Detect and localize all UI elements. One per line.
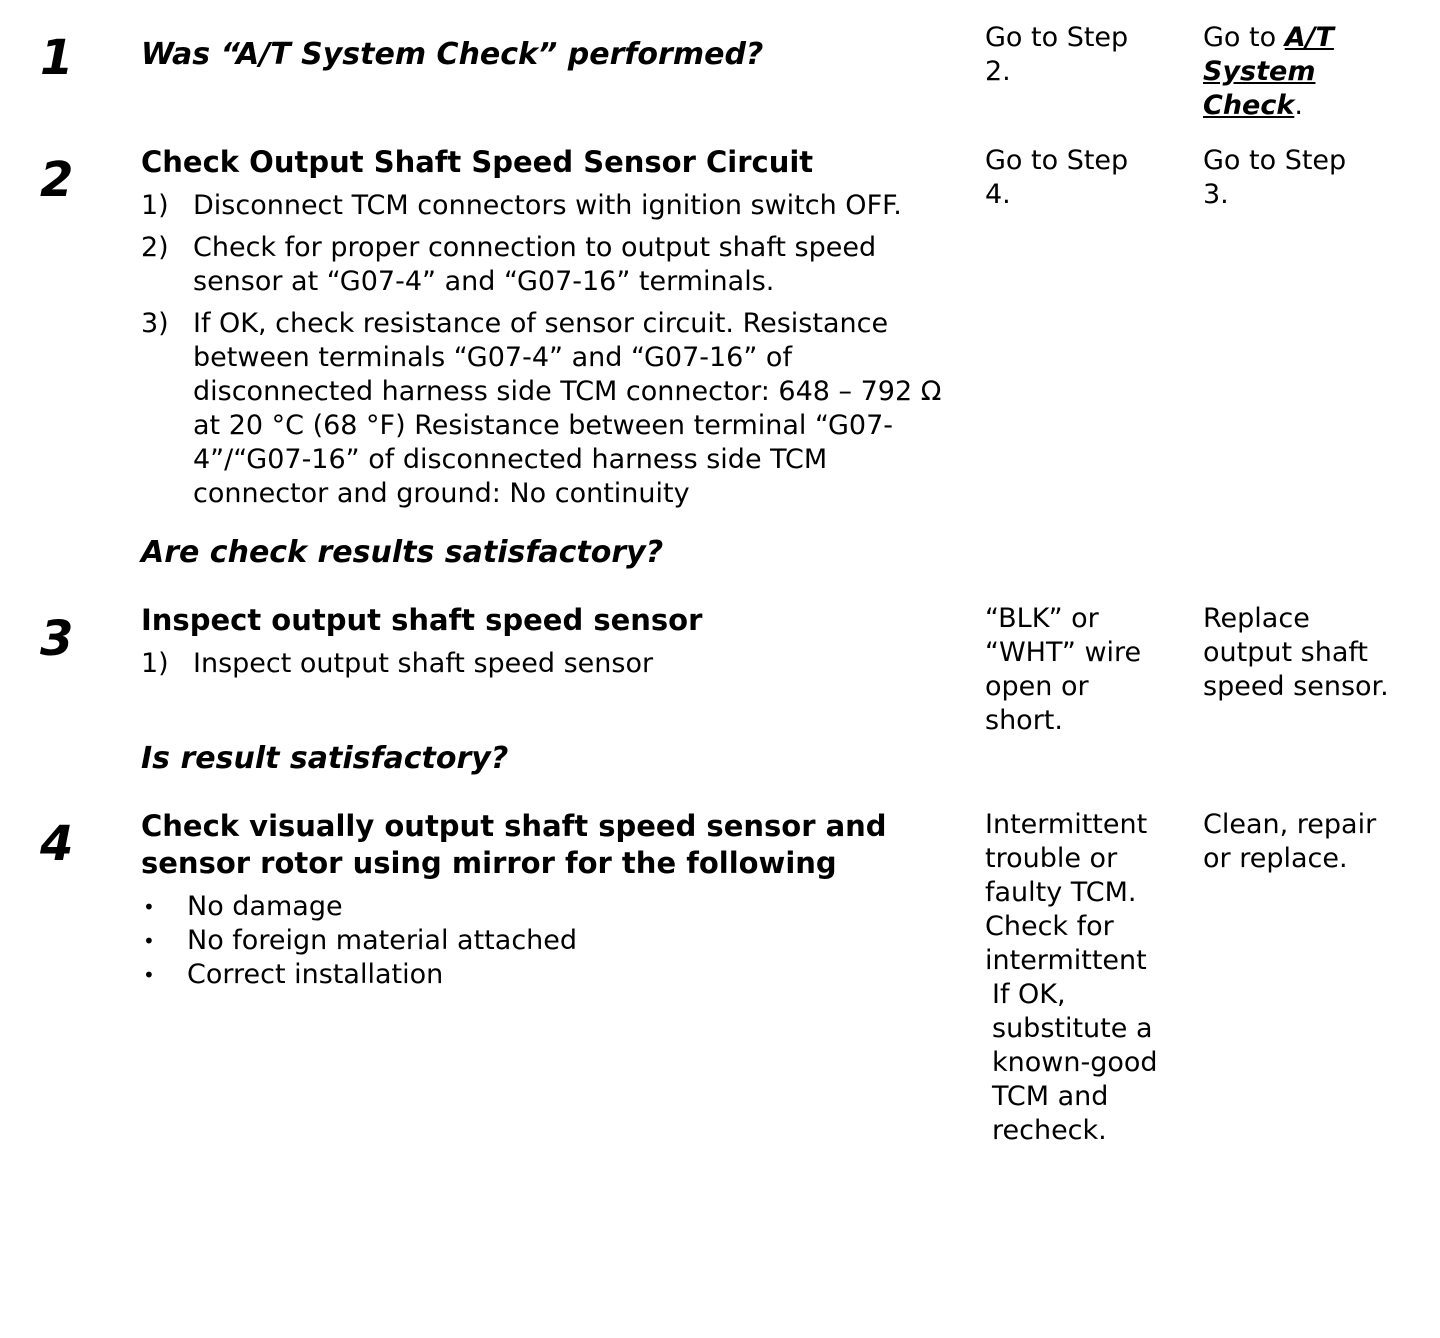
yes-action-line1: Intermittent trouble or faulty TCM. Check for intermittent — [985, 809, 1148, 976]
list-item: 1) Disconnect TCM connectors with ignition switch OFF. — [141, 190, 902, 221]
step-number: 2 — [40, 152, 74, 208]
step-heading: Check Output Shaft Speed Sensor Circuit — [141, 145, 814, 179]
no-action — [1203, 21, 1363, 123]
step-heading: Inspect output shaft speed sensor — [141, 603, 703, 637]
step-heading: Check visually output shaft speed sensor and sensor rotor using mirror for the following — [141, 809, 887, 880]
list-item: • No foreign material attached — [143, 925, 578, 956]
yes-action: “BLK” or “WHT” wire open or short. — [985, 603, 1142, 736]
no-action-prefix: Go to — [1203, 22, 1285, 53]
instruction-list — [141, 189, 951, 511]
yes-action: Go to Step 2. — [985, 22, 1129, 87]
yes-action — [985, 808, 1165, 1148]
step-question: Are check results satisfactory? — [141, 535, 664, 570]
step-question: Was “A/T System Check” performed? — [141, 37, 764, 72]
step-number: 3 — [40, 611, 74, 667]
list-item: 2) Check for proper connection to output shaft speed sensor at “G07-4” and “G07-16” terminals. — [141, 232, 877, 297]
checklist — [141, 890, 951, 992]
instruction-list — [141, 647, 951, 681]
step-number: 1 — [40, 30, 74, 86]
no-action: Replace output shaft speed sensor. — [1203, 603, 1389, 702]
no-action-suffix: . — [1294, 90, 1303, 121]
list-item: 1) Inspect output shaft speed sensor — [141, 648, 654, 679]
list-item: • No damage — [143, 891, 343, 922]
yes-action-line2: If OK, substitute a known-good TCM and recheck. — [992, 979, 1158, 1146]
no-action: Go to Step 3. — [1203, 145, 1347, 210]
list-item: • Correct installation — [143, 959, 444, 990]
no-action: Clean, repair or replace. — [1203, 809, 1377, 874]
step-number: 4 — [40, 816, 74, 872]
list-item: 3) If OK, check resistance of sensor circuit. Resistance between terminals “G07-4” and “G07-16” of disconnected harness side TCM connector: 648 – 792 Ω at 20 °C (68 °F) Resistance between terminal “G07-4”/“G07-16” of disconnected harness side TCM connector and ground: No continuity — [141, 308, 942, 509]
at-system-check-link[interactable]: A/T System Check — [1203, 22, 1334, 121]
step-question: Is result satisfactory? — [141, 741, 509, 776]
yes-action: Go to Step 4. — [985, 145, 1129, 210]
